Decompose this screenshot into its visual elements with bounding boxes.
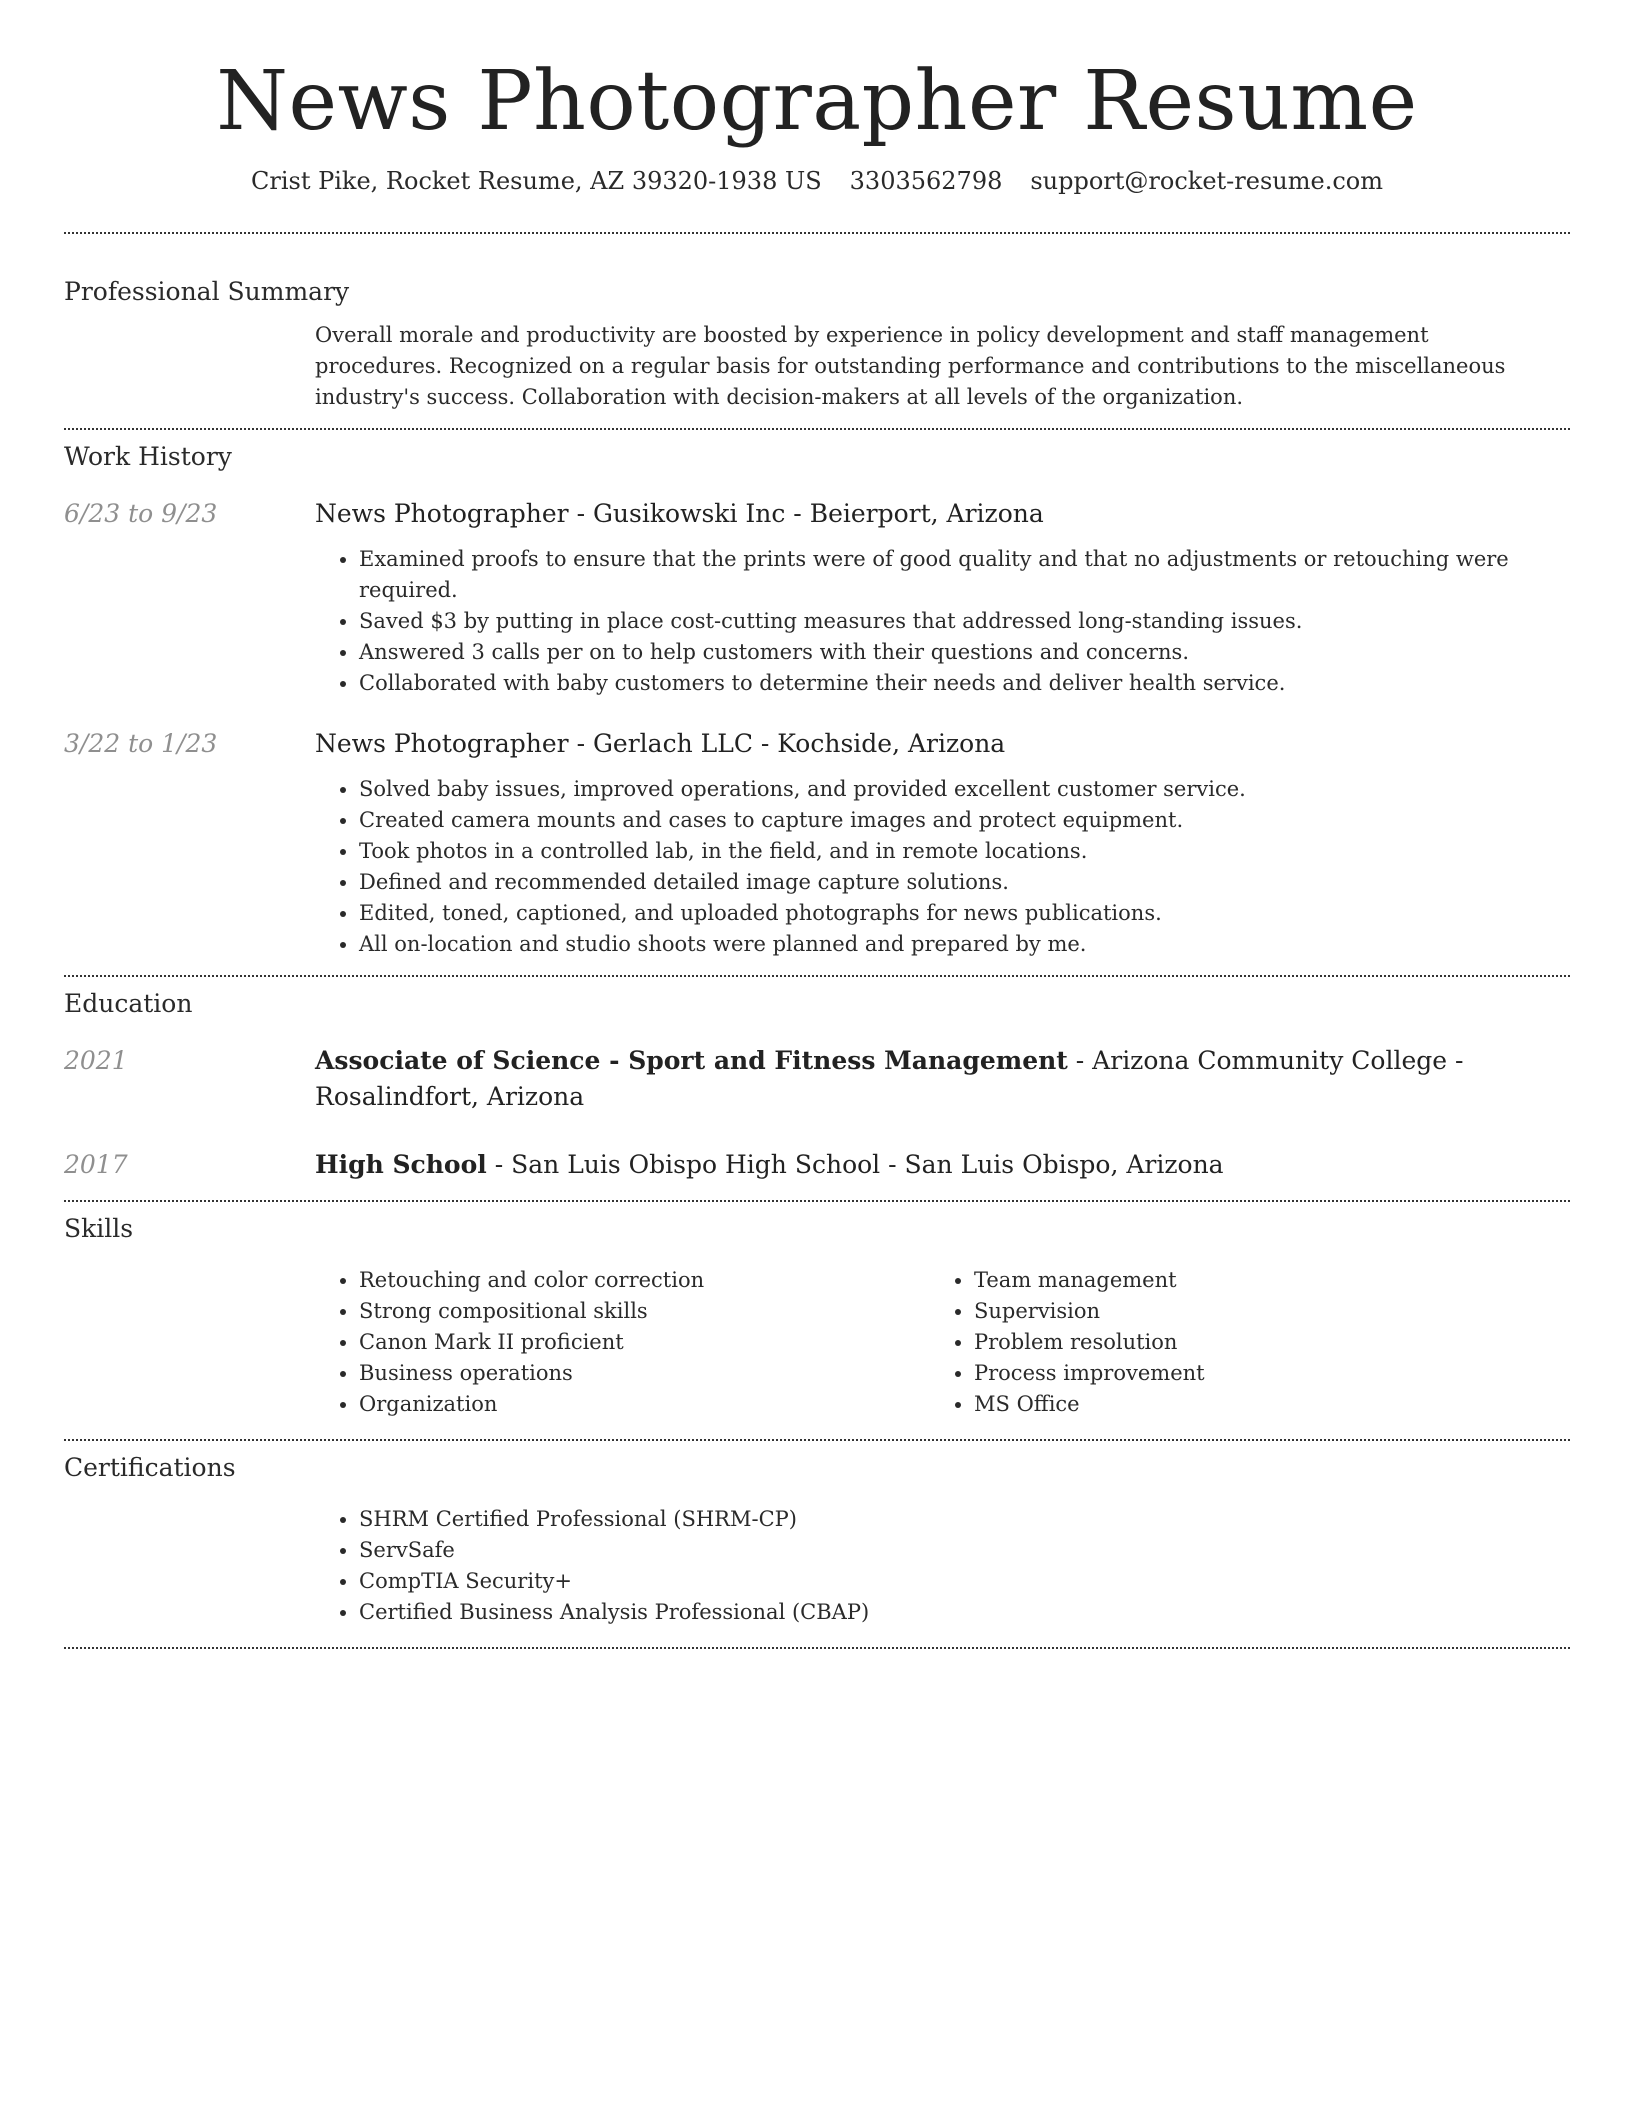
certifications-heading: Certifications	[64, 1453, 236, 1482]
skills-list-right	[930, 1265, 1205, 1420]
job-duties	[315, 544, 1570, 699]
resume-page	[64, 0, 1570, 1649]
skills-section	[64, 1212, 1570, 1420]
contact-line	[64, 164, 1570, 198]
skills-divider	[64, 1439, 1570, 1441]
education-entry	[64, 1147, 1570, 1183]
job-duty-item: • Saved $3 by putting in place cost-cutting measures that addressed long-standing issues.	[359, 606, 1570, 637]
contact-phone: 3303562798	[849, 167, 1003, 195]
certifications-list	[315, 1504, 1570, 1628]
certifications-section	[64, 1451, 1570, 1628]
education-degree: Associate of Science - Sport and Fitness Management	[315, 1046, 1068, 1075]
job-duty-item: • Defined and recommended detailed image capture solutions.	[359, 867, 1570, 898]
job-dates: 6/23 to 9/23	[64, 499, 218, 528]
job-duty-item: • Took photos in a controlled lab, in the field, and in remote locations.	[359, 836, 1570, 867]
job-duty-item: • Collaborated with baby customers to determine their needs and deliver health service.	[359, 668, 1570, 699]
work-history-section	[64, 440, 1570, 960]
certification-item: • ServSafe	[359, 1535, 1570, 1566]
contact-email: support@rocket-resume.com	[1030, 167, 1383, 195]
education-heading: Education	[64, 989, 193, 1018]
job-duty-item: • Created camera mounts and cases to capture images and protect equipment.	[359, 805, 1570, 836]
job-entry	[64, 496, 1570, 699]
work-divider	[64, 975, 1570, 977]
skills-list-left	[315, 1265, 930, 1420]
education-year: 2021	[64, 1046, 128, 1075]
education-details: - Arizona Community College - Rosalindfort, Arizona	[315, 1046, 1464, 1111]
education-divider	[64, 1200, 1570, 1202]
skill-item: • Team management	[974, 1265, 1205, 1296]
skill-item: • Supervision	[974, 1296, 1205, 1327]
education-section	[64, 987, 1570, 1183]
job-duties	[315, 774, 1570, 960]
skill-item: • Strong compositional skills	[359, 1296, 930, 1327]
job-duty-item: • Answered 3 calls per on to help customers with their questions and concerns.	[359, 637, 1570, 668]
job-entry	[64, 726, 1570, 960]
contact-address: Crist Pike, Rocket Resume, AZ 39320-1938 US	[251, 167, 822, 195]
skill-item: • Retouching and color correction	[359, 1265, 930, 1296]
certification-item: • SHRM Certified Professional (SHRM-CP)	[359, 1504, 1570, 1535]
job-duty-item: • All on-location and studio shoots were planned and prepared by me.	[359, 929, 1570, 960]
skill-item: • Organization	[359, 1389, 930, 1420]
skill-item: • MS Office	[974, 1389, 1205, 1420]
job-duty-item: • Edited, toned, captioned, and uploaded photographs for news publications.	[359, 898, 1570, 929]
job-duty-item: • Solved baby issues, improved operations, and provided excellent customer service.	[359, 774, 1570, 805]
certification-item: • Certified Business Analysis Professional (CBAP)	[359, 1597, 1570, 1628]
job-duty-item: • Examined proofs to ensure that the prints were of good quality and that no adjustments or retouching were required.	[359, 544, 1570, 606]
skill-item: • Business operations	[359, 1358, 930, 1389]
skill-item: • Canon Mark II proficient	[359, 1327, 930, 1358]
job-dates: 3/22 to 1/23	[64, 729, 218, 758]
education-year: 2017	[64, 1150, 128, 1179]
summary-heading: Professional Summary	[64, 277, 350, 306]
header-divider	[64, 232, 1570, 234]
work-history-heading: Work History	[64, 442, 232, 471]
education-degree: High School	[315, 1150, 487, 1179]
summary-divider	[64, 428, 1570, 430]
summary-section	[64, 275, 1570, 413]
skill-item: • Problem resolution	[974, 1327, 1205, 1358]
skill-item: • Process improvement	[974, 1358, 1205, 1389]
skills-heading: Skills	[64, 1214, 134, 1243]
job-title: News Photographer - Gusikowski Inc - Beierport, Arizona	[315, 499, 1044, 528]
education-entry	[64, 1043, 1570, 1115]
summary-text: Overall morale and productivity are boosted by experience in policy development and staff management procedures. Recognized on a regular basis for outstanding performance and contributions to the miscellaneous industry's success. Collaboration with decision-makers at all levels of the organization.	[315, 323, 1506, 409]
resume-title: News Photographer Resume	[216, 54, 1418, 149]
certification-item: • CompTIA Security+	[359, 1566, 1570, 1597]
job-title: News Photographer - Gerlach LLC - Kochside, Arizona	[315, 729, 1006, 758]
certifications-divider	[64, 1647, 1570, 1649]
education-details: - San Luis Obispo High School - San Luis Obispo, Arizona	[486, 1150, 1224, 1179]
